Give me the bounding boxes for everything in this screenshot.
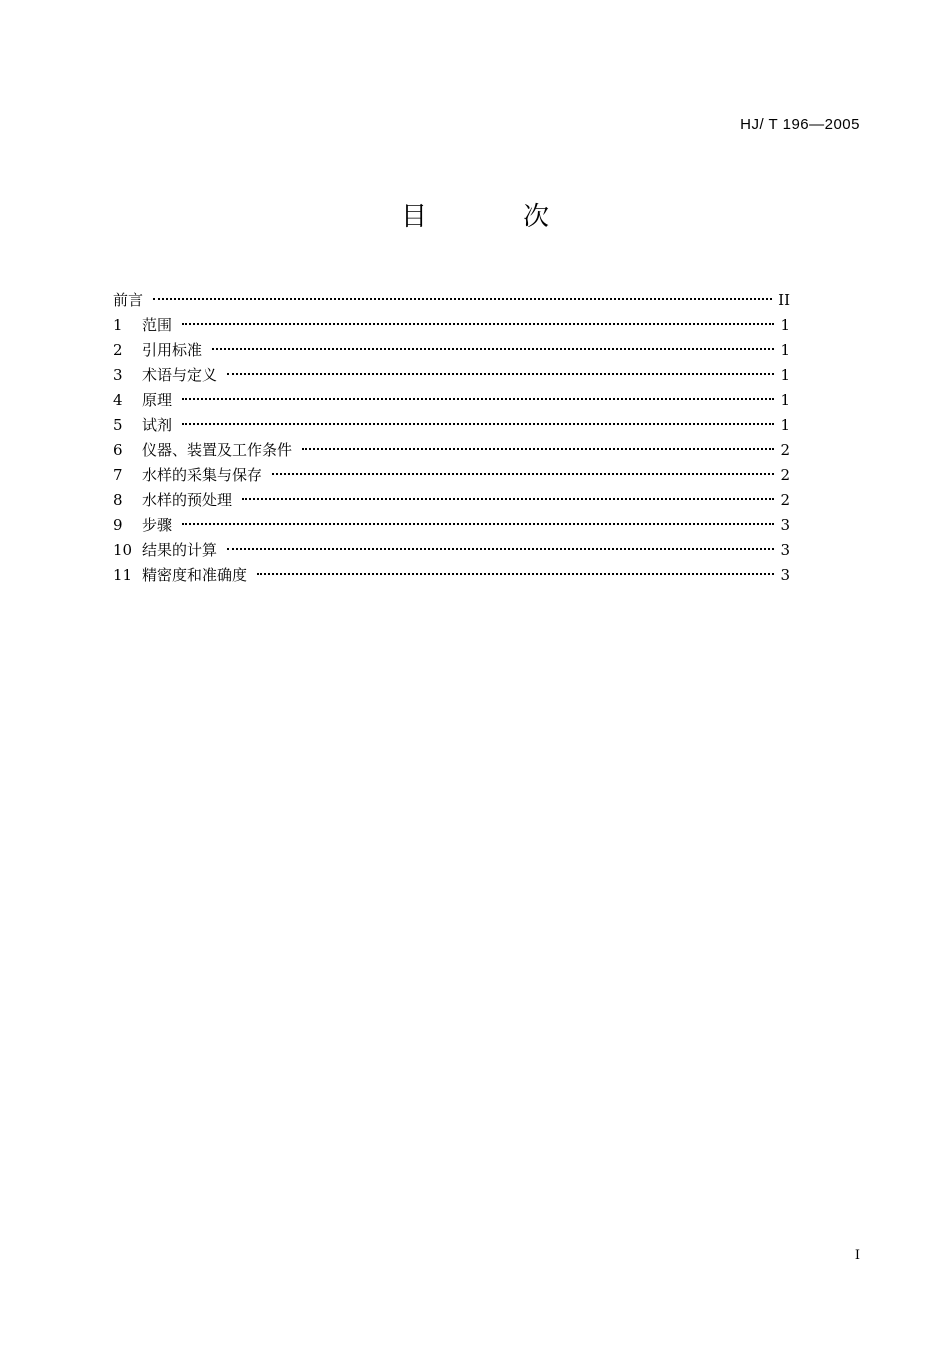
toc-entry-page: 1 xyxy=(780,416,790,434)
toc-entry-foreword[interactable] xyxy=(113,288,790,313)
toc-entry-7[interactable] xyxy=(113,463,790,488)
toc-entry-page: 3 xyxy=(780,516,790,534)
toc-dot-leader xyxy=(242,498,774,500)
toc-entry-text: 前言 xyxy=(113,291,144,309)
toc-entry-number: 11 xyxy=(113,566,133,584)
toc-entry-1[interactable] xyxy=(113,313,790,338)
toc-entry-page: 1 xyxy=(780,366,790,384)
toc-entry-number: 6 xyxy=(113,441,123,459)
toc-entry-page: 1 xyxy=(780,391,790,409)
toc-dot-leader xyxy=(302,448,774,450)
toc-entry-number: 8 xyxy=(113,491,123,509)
toc-entry-text: 水样的预处理 xyxy=(142,491,233,509)
toc-entry-number: 9 xyxy=(113,516,123,534)
toc-entry-number: 4 xyxy=(113,391,123,409)
toc-dot-leader xyxy=(153,298,772,300)
header-standard-code: HJ/ T 196—2005 xyxy=(740,116,860,133)
toc-entry-3[interactable] xyxy=(113,363,790,388)
toc-dot-leader xyxy=(212,348,774,350)
toc-entry-text: 原理 xyxy=(142,391,173,409)
toc-entry-4[interactable] xyxy=(113,388,790,413)
toc-entry-5[interactable] xyxy=(113,413,790,438)
toc-entry-text: 仪器、装置及工作条件 xyxy=(142,441,293,459)
toc-entry-6[interactable] xyxy=(113,438,790,463)
toc-entry-text: 精密度和准确度 xyxy=(142,566,248,584)
footer-page-number: I xyxy=(854,1248,860,1263)
toc-dot-leader xyxy=(182,523,774,525)
toc-entry-number: 3 xyxy=(113,366,123,384)
toc-entry-number: 1 xyxy=(113,316,123,334)
toc-entry-page: 1 xyxy=(780,341,790,359)
toc-entry-text: 步骤 xyxy=(142,516,173,534)
toc-entry-page: II xyxy=(778,291,790,309)
toc-title-char-2: 次 xyxy=(523,202,550,232)
toc-entry-2[interactable] xyxy=(113,338,790,363)
toc-dot-leader xyxy=(227,548,774,550)
toc-entry-text: 引用标准 xyxy=(142,341,203,359)
toc-title-char-1: 目 xyxy=(400,202,427,232)
toc-entry-page: 2 xyxy=(780,441,790,459)
toc-entry-text: 水样的采集与保存 xyxy=(142,466,263,484)
toc-entry-number: 10 xyxy=(113,541,133,559)
toc-entry-text: 术语与定义 xyxy=(142,366,218,384)
toc-entry-page: 2 xyxy=(780,466,790,484)
toc-dot-leader xyxy=(182,423,774,425)
toc-entry-number: 7 xyxy=(113,466,123,484)
toc-entry-10[interactable] xyxy=(113,538,790,563)
toc-dot-leader xyxy=(272,473,774,475)
toc-title xyxy=(0,196,950,233)
toc-entry-11[interactable] xyxy=(113,563,790,588)
toc-entry-number: 2 xyxy=(113,341,123,359)
toc-dot-leader xyxy=(227,373,774,375)
toc-entry-8[interactable] xyxy=(113,488,790,513)
toc-entry-page: 1 xyxy=(780,316,790,334)
toc-entry-page: 3 xyxy=(780,566,790,584)
toc-entry-9[interactable] xyxy=(113,513,790,538)
toc-dot-leader xyxy=(257,573,774,575)
toc-entry-text: 结果的计算 xyxy=(142,541,218,559)
toc-dot-leader xyxy=(182,398,774,400)
toc-entry-text: 试剂 xyxy=(142,416,173,434)
toc-entry-number: 5 xyxy=(113,416,123,434)
toc-entry-page: 2 xyxy=(780,491,790,509)
toc-entry-page: 3 xyxy=(780,541,790,559)
toc-entry-text: 范围 xyxy=(142,316,173,334)
toc-list xyxy=(113,288,790,588)
toc-dot-leader xyxy=(182,323,774,325)
